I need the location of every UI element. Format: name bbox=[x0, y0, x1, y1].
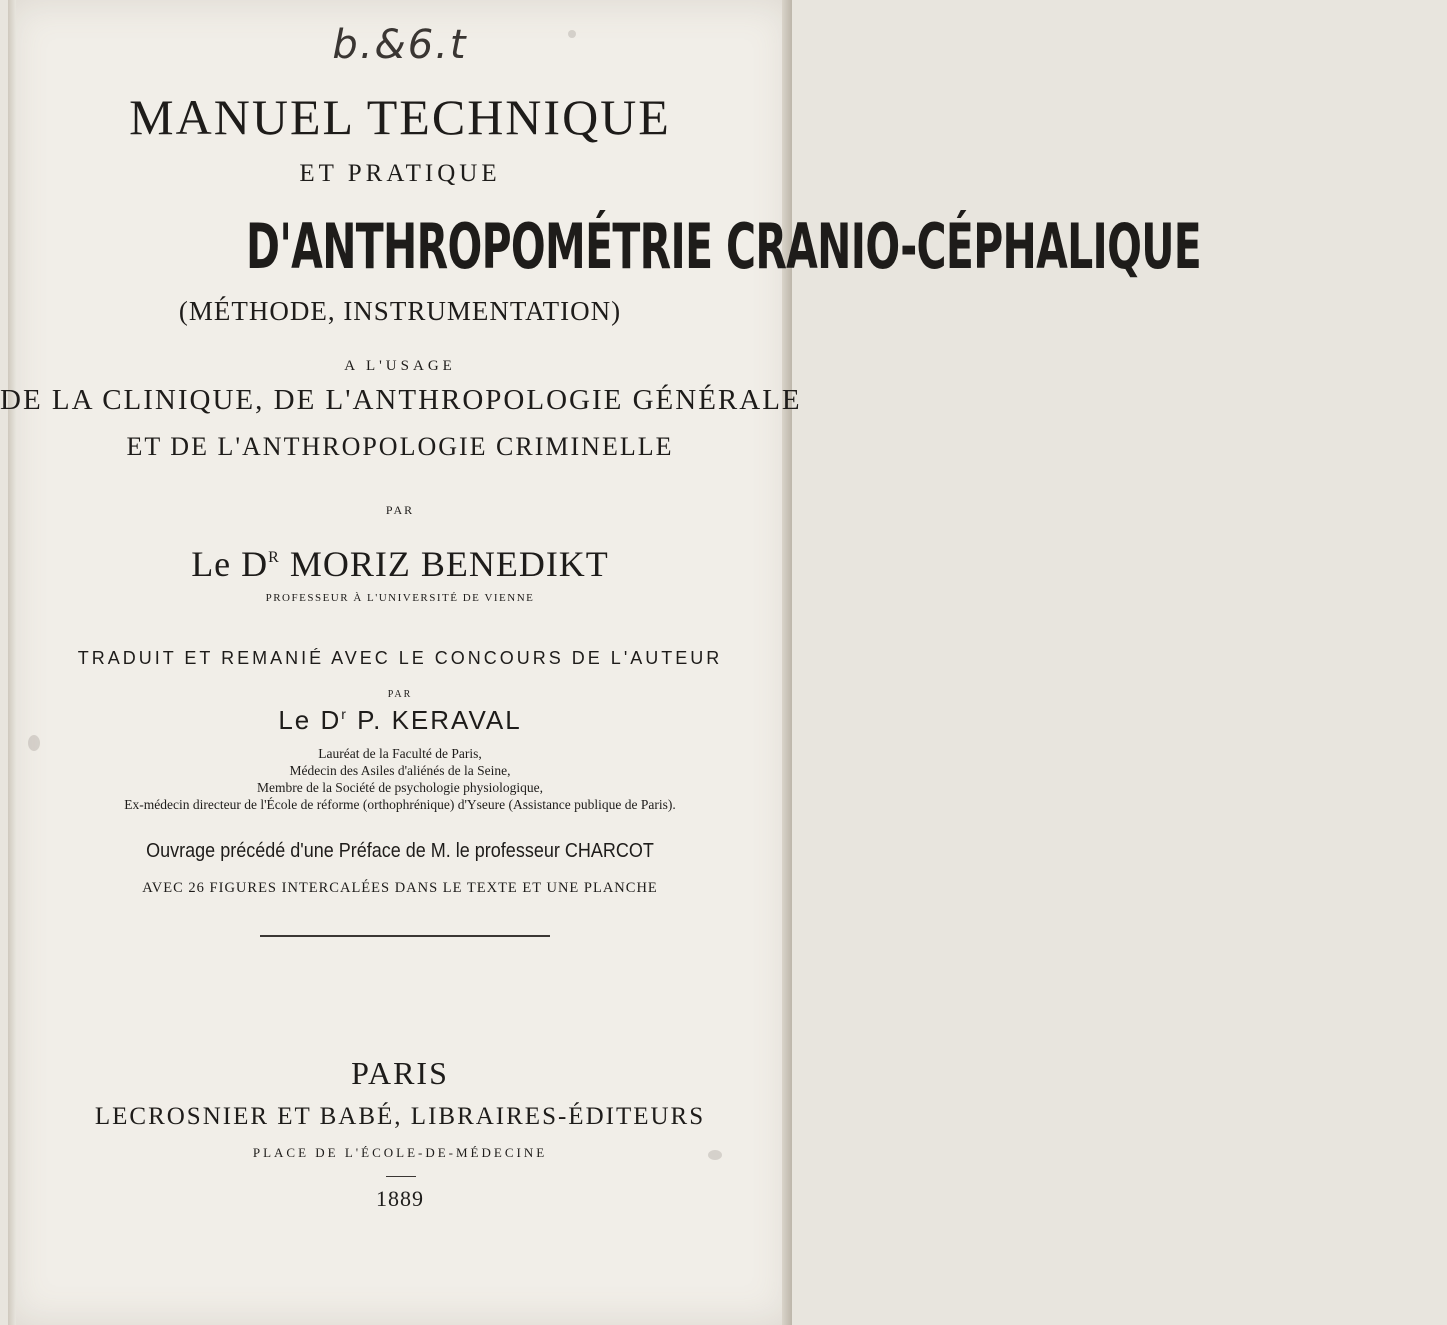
title-line-1: MANUEL TECHNIQUE bbox=[129, 89, 671, 145]
credential-line: Ex-médecin directeur de l'École de réforme (orthophrénique) d'Yseure (Assistance publique de Paris). bbox=[124, 797, 676, 812]
translator-sup: r bbox=[341, 706, 348, 722]
author-name: MORIZ BENEDIKT bbox=[289, 544, 609, 584]
preface-note: Ouvrage précédé d'une Préface de M. le professeur CHARCOT bbox=[146, 840, 654, 862]
author-role: PROFESSEUR À L'UNIVERSITÉ DE VIENNE bbox=[265, 592, 535, 604]
shelfmark: b.&6.t bbox=[332, 22, 468, 68]
figures-note: AVEC 26 FIGURES INTERCALÉES DANS LE TEXTE ET UNE PLANCHE bbox=[142, 880, 658, 896]
credential-line: Lauréat de la Faculté de Paris, bbox=[318, 746, 482, 761]
title-line-2: ET PRATIQUE bbox=[299, 160, 501, 187]
translator-line bbox=[0, 705, 800, 736]
imprint-publisher: LECROSNIER ET BABÉ, LIBRAIRES-ÉDITEURS bbox=[94, 1103, 706, 1130]
translator-prefix: Le D bbox=[278, 705, 342, 735]
imprint-address: PLACE DE L'ÉCOLE-DE-MÉDECINE bbox=[252, 1145, 548, 1160]
translator-par: PAR bbox=[387, 689, 413, 700]
imprint-year: 1889 bbox=[376, 1186, 424, 1211]
title-main: D'ANTHROPOMÉTRIE CRANIO-CÉPHALIQUE bbox=[246, 210, 1202, 283]
translator-name: P. KERAVAL bbox=[357, 705, 522, 735]
author-prefix: Le D bbox=[191, 544, 269, 584]
credential-line: Membre de la Société de psychologie physiologique, bbox=[256, 780, 544, 795]
author-line bbox=[0, 543, 800, 585]
title-line-7: ET DE L'ANTHROPOLOGIE CRIMINELLE bbox=[126, 432, 674, 461]
translation-intro: TRADUIT ET REMANIÉ AVEC LE CONCOURS DE L'AUTEUR bbox=[77, 648, 723, 668]
imprint-city: PARIS bbox=[351, 1055, 449, 1091]
title-line-6: DE LA CLINIQUE, DE L'ANTHROPOLOGIE GÉNÉRALE bbox=[0, 384, 802, 416]
title-line-5: A L'USAGE bbox=[344, 358, 456, 374]
author-par: PAR bbox=[385, 503, 415, 517]
author-sup: R bbox=[268, 549, 280, 566]
imprint-dash bbox=[386, 1176, 416, 1177]
credential-line: Médecin des Asiles d'aliénés de la Seine, bbox=[289, 763, 511, 778]
title-line-4: (MÉTHODE, INSTRUMENTATION) bbox=[178, 296, 622, 326]
title-line-3 bbox=[0, 210, 1202, 283]
divider-rule bbox=[260, 935, 550, 937]
